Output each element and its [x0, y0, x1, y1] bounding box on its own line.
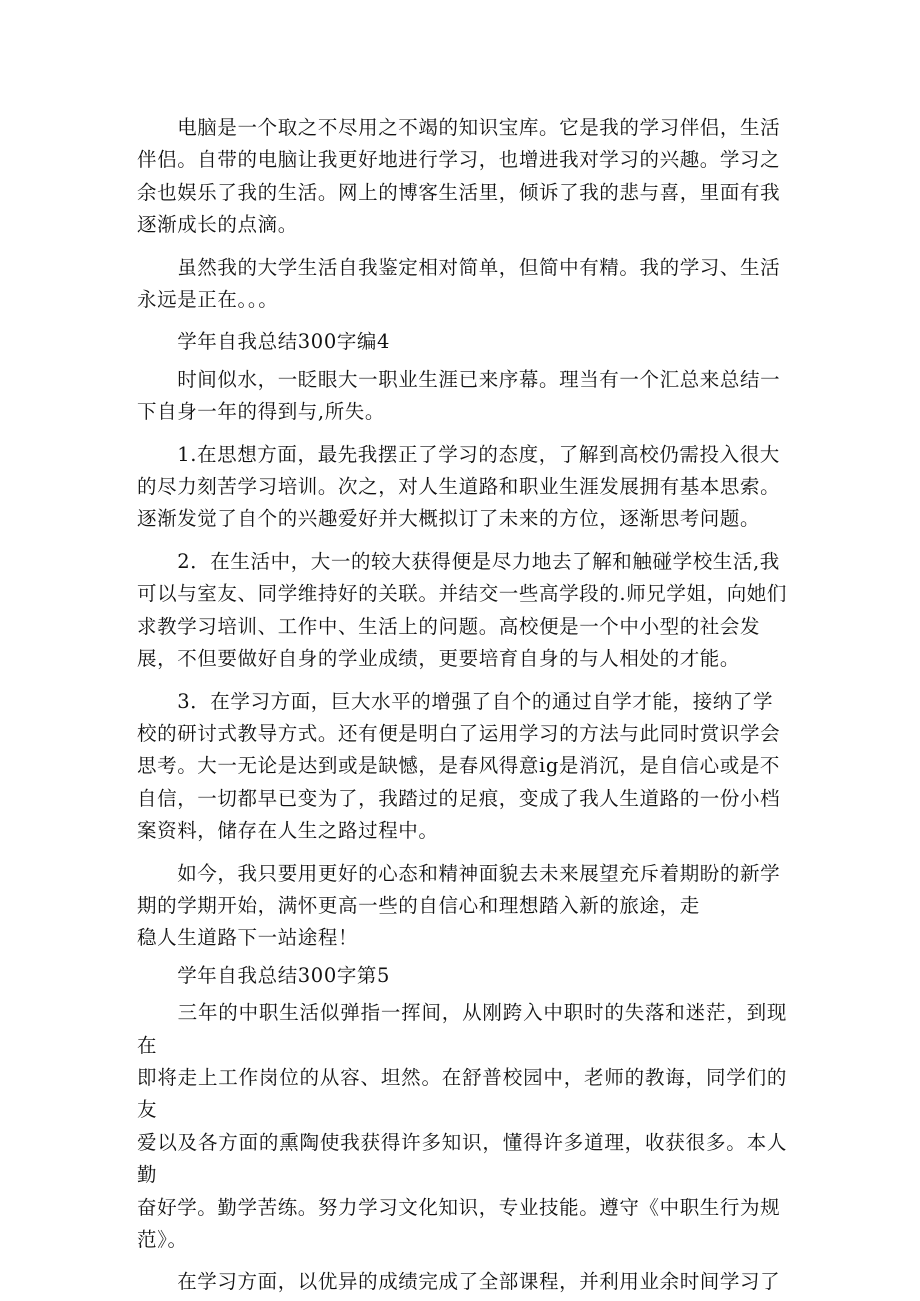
- paragraph-university-life: 虽然我的大学生活自我鉴定相对简单，但简中有精。我的学习、生活 永远是正在。。。: [137, 255, 781, 312]
- section-heading-5: 学年自我总结300字第5: [137, 963, 391, 987]
- paragraph-study-aspect: 在学习方面，以优异的成绩完成了全部课程，并利用业余时间学习了: [137, 1270, 781, 1294]
- paragraph-three-years: 三年的中职生活似弹指一挥间，从刚跨入中职时的失落和迷茫，到现在 即将走上工作岗位的从容、坦然。在舒普校园中，老师的教诲，同学们的友 爱以及各方面的熏陶使我获得许多知识，懂得许多道理，收获很多。本人勤 奋好学。勤学苦练。努力学习文化知识，专业技能。遵守《中职生行为规 范》。: [137, 1001, 787, 1251]
- section-heading-4: 学年自我总结300字编4: [137, 330, 391, 354]
- paragraph-point-3: 3．在学习方面，巨大水平的增强了自个的通过自学才能，接纳了学 校的研讨式教导方式。还有便是明白了运用学习的方法与此同时赏识学会 思考。大一无论是达到或是缺憾，是春风得意ig是消沉，是自信心或是不 自信，一切都早已变为了，我踏过的足痕，变成了我人生道路的一份小档 案资料，储存在人生之路过程中。: [137, 689, 781, 843]
- paragraph-point-2: 2．在生活中，大一的较大获得便是尽力地去了解和触碰学校生活,我 可以与室友、同学维持好的关联。并结交一些高学段的.师兄学姐，向她们 求教学习培训、工作中、生活上的问题。高校便是一个中小型的社会发 展，不但要做好自身的学业成绩，更要培育自身的与人相处的才能。: [137, 549, 787, 671]
- paragraph-computer: 电脑是一个取之不尽用之不竭的知识宝库。它是我的学习伴侣，生活 伴侣。自带的电脑让我更好地进行学习，也增进我对学习的兴趣。学习之 余也娱乐了我的生活。网上的博客生活里，倾诉了我的悲与喜，里面有我 逐渐成长的点滴。: [137, 116, 781, 237]
- paragraph-point-1: 1.在思想方面，最先我摆正了学习的态度，了解到高校仍需投入很大 的尽力刻苦学习培训。次之，对人生道路和职业生涯发展拥有基本思索。 逐渐发觉了自个的兴趣爱好并大概拟订了未来的方位，逐渐思考问题。: [137, 442, 781, 531]
- paragraph-nowadays: 如今，我只要用更好的心态和精神面貌去未来展望充斥着期盼的新学 期的学期开始，满怀更高一些的自信心和理想踏入新的旅途，走 稳人生道路下一站途程！: [137, 861, 781, 950]
- paragraph-time-flies: 时间似水，一眨眼大一职业生涯已来序幕。理当有一个汇总来总结一 下自身一年的得到与,所失。: [137, 367, 781, 424]
- document-body: [137, 112, 787, 1299]
